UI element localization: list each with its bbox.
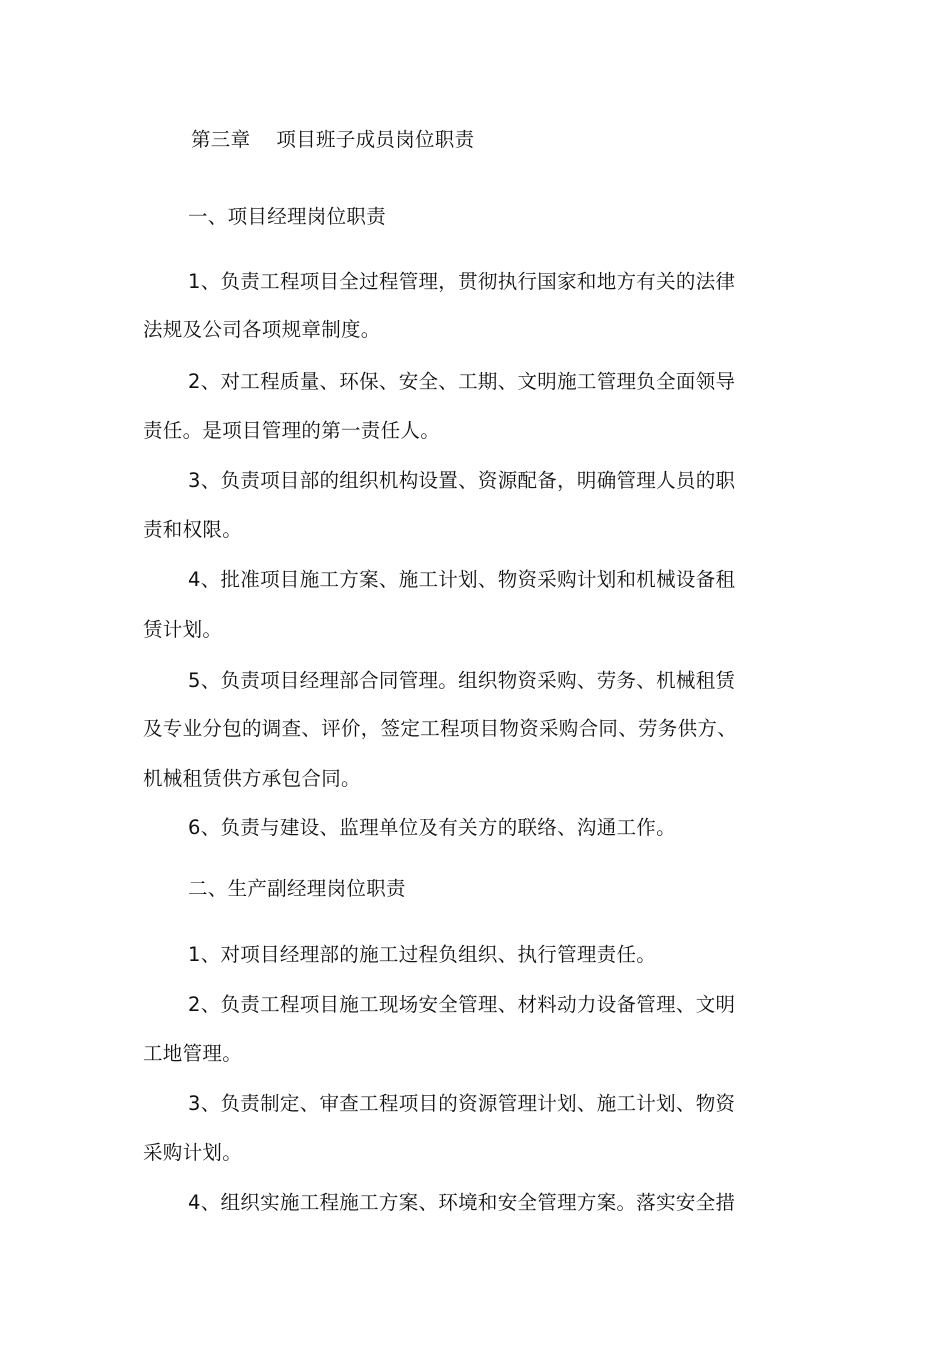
paragraph-line: 1、负责工程项目全过程管理，贯彻执行国家和地方有关的法律 [188, 270, 736, 293]
paragraph-line: 责任。是项目管理的第一责任人。 [143, 419, 441, 442]
chapter-title [191, 128, 474, 152]
paragraph-line: 6、负责与建设、监理单位及有关方的联络、沟通工作。 [188, 816, 676, 839]
paragraph-line: 3、负责制定、审查工程项目的资源管理计划、施工计划、物资 [188, 1092, 736, 1115]
paragraph-line: 法规及公司各项规章制度。 [143, 318, 381, 341]
paragraph-line: 4、批准项目施工方案、施工计划、物资采购计划和机械设备租 [188, 568, 736, 591]
paragraph-line: 工地管理。 [143, 1042, 243, 1065]
section-heading: 一、项目经理岗位职责 [188, 205, 387, 228]
paragraph-line: 1、对项目经理部的施工过程负组织、执行管理责任。 [188, 943, 657, 966]
paragraph-line: 及专业分包的调查、评价，签定工程项目物资采购合同、劳务供方、 [143, 717, 738, 740]
chapter-number: 第三章 [191, 128, 251, 151]
paragraph-line: 机械租赁供方承包合同。 [143, 767, 361, 790]
paragraph-line: 2、对工程质量、环保、安全、工期、文明施工管理负全面领导 [188, 370, 736, 393]
chapter-name: 项目班子成员岗位职责 [276, 128, 475, 151]
paragraph-line: 赁计划。 [143, 618, 223, 641]
paragraph-line: 采购计划。 [143, 1141, 243, 1164]
paragraph-line: 5、负责项目经理部合同管理。组织物资采购、劳务、机械租赁 [188, 669, 736, 692]
paragraph-line: 2、负责工程项目施工现场安全管理、材料动力设备管理、文明 [188, 993, 736, 1016]
paragraph-line: 4、组织实施工程施工方案、环境和安全管理方案。落实安全措 [188, 1191, 736, 1214]
paragraph-line: 责和权限。 [143, 518, 243, 541]
paragraph-line: 3、负责项目部的组织机构设置、资源配备，明确管理人员的职 [188, 469, 736, 492]
section-heading: 二、生产副经理岗位职责 [188, 877, 406, 900]
